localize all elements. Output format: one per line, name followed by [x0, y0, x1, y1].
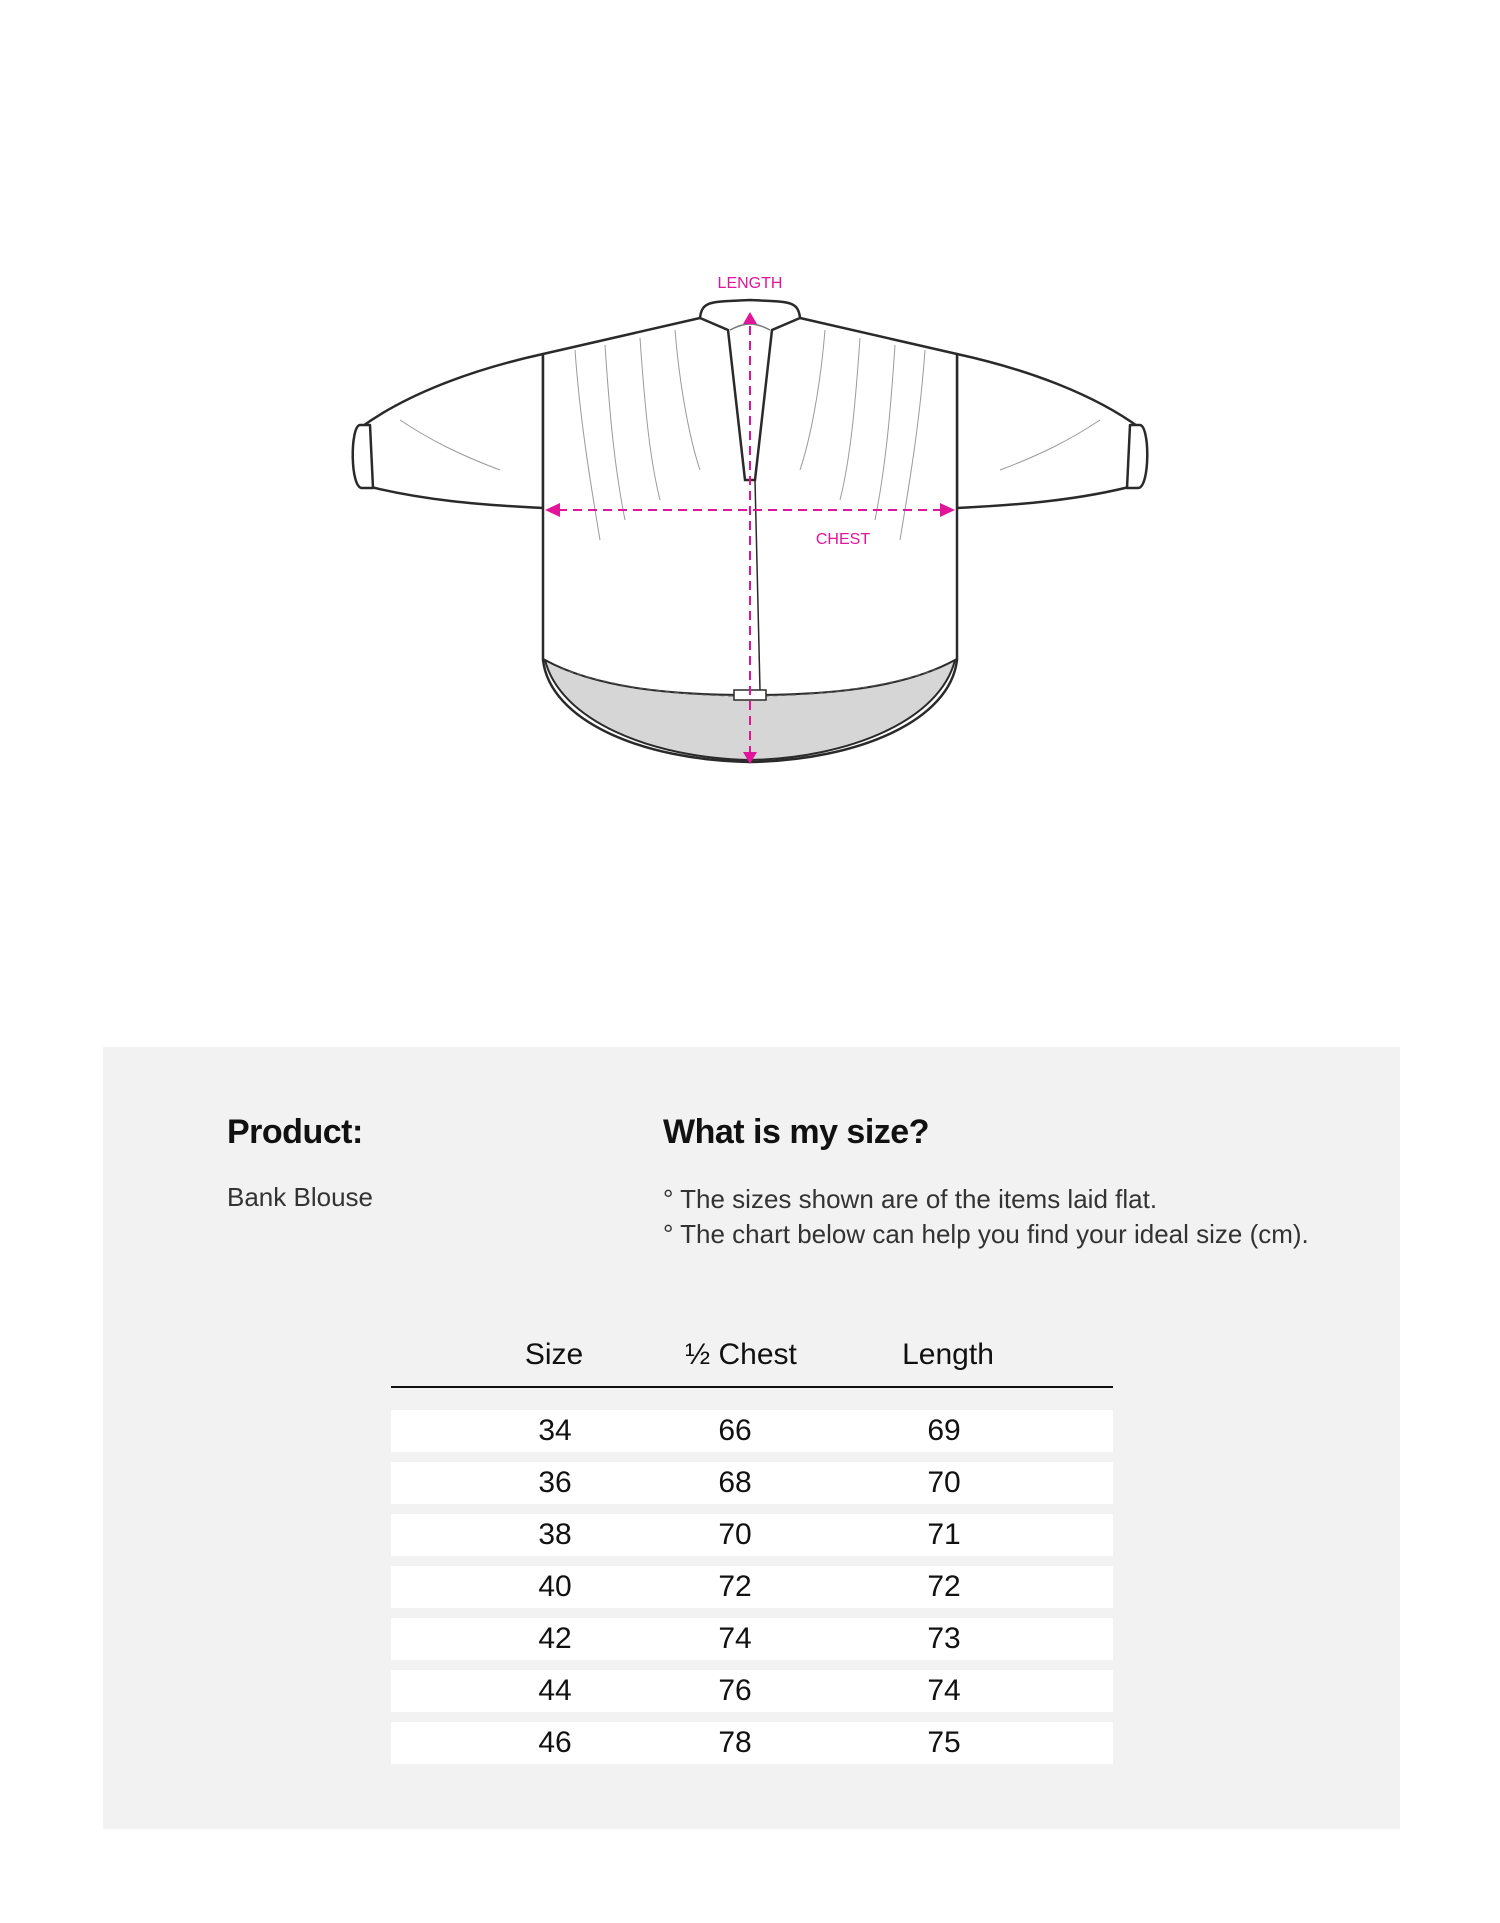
- size-note: ° The chart below can help you find your ideal size (cm).: [663, 1219, 1309, 1249]
- length-label: LENGTH: [717, 275, 783, 292]
- product-heading: Product:: [227, 1113, 363, 1151]
- cell-length: 74: [927, 1674, 961, 1707]
- blouse-measurement-diagram: [0, 0, 1500, 820]
- size-chart-table: [391, 1330, 1113, 1764]
- cell-length: 69: [927, 1414, 961, 1447]
- header-length: Length: [902, 1338, 994, 1371]
- table-row: [391, 1462, 1113, 1504]
- header-size: Size: [524, 1338, 584, 1371]
- cell-size: 40: [538, 1570, 572, 1603]
- cell-length: 72: [927, 1570, 961, 1603]
- cell-half-chest: 76: [718, 1674, 752, 1707]
- cell-size: 42: [538, 1622, 572, 1655]
- size-notes: [663, 1182, 1309, 1252]
- cell-size: 38: [538, 1518, 572, 1551]
- cell-half-chest: 70: [718, 1518, 752, 1551]
- right-sleeve: [957, 354, 1140, 508]
- table-row: [391, 1514, 1113, 1556]
- chest-label: CHEST: [815, 531, 871, 548]
- product-name: Bank Blouse: [227, 1182, 373, 1212]
- cell-length: 75: [927, 1726, 961, 1759]
- right-cuff: [1127, 425, 1147, 488]
- left-sleeve: [360, 354, 543, 508]
- header-half-chest: ½ Chest: [685, 1338, 797, 1371]
- table-row: [391, 1566, 1113, 1608]
- size-guide-panel: [103, 1047, 1400, 1829]
- cell-size: 44: [538, 1674, 572, 1707]
- table-row: [391, 1618, 1113, 1660]
- cell-size: 46: [538, 1726, 572, 1759]
- cell-half-chest: 78: [718, 1726, 752, 1759]
- cell-half-chest: 66: [718, 1414, 752, 1447]
- cell-size: 36: [538, 1466, 572, 1499]
- cell-half-chest: 74: [718, 1622, 752, 1655]
- cell-length: 70: [927, 1466, 961, 1499]
- table-row: [391, 1670, 1113, 1712]
- left-cuff: [353, 425, 373, 488]
- cell-size: 34: [538, 1414, 572, 1447]
- size-heading: What is my size?: [663, 1113, 929, 1151]
- cell-half-chest: 68: [718, 1466, 752, 1499]
- table-header: [391, 1330, 1113, 1388]
- cell-length: 71: [927, 1518, 961, 1551]
- table-row: [391, 1722, 1113, 1764]
- table-row: [391, 1410, 1113, 1452]
- cell-half-chest: 72: [718, 1570, 752, 1603]
- cell-length: 73: [927, 1622, 961, 1655]
- size-note: ° The sizes shown are of the items laid flat.: [663, 1184, 1158, 1214]
